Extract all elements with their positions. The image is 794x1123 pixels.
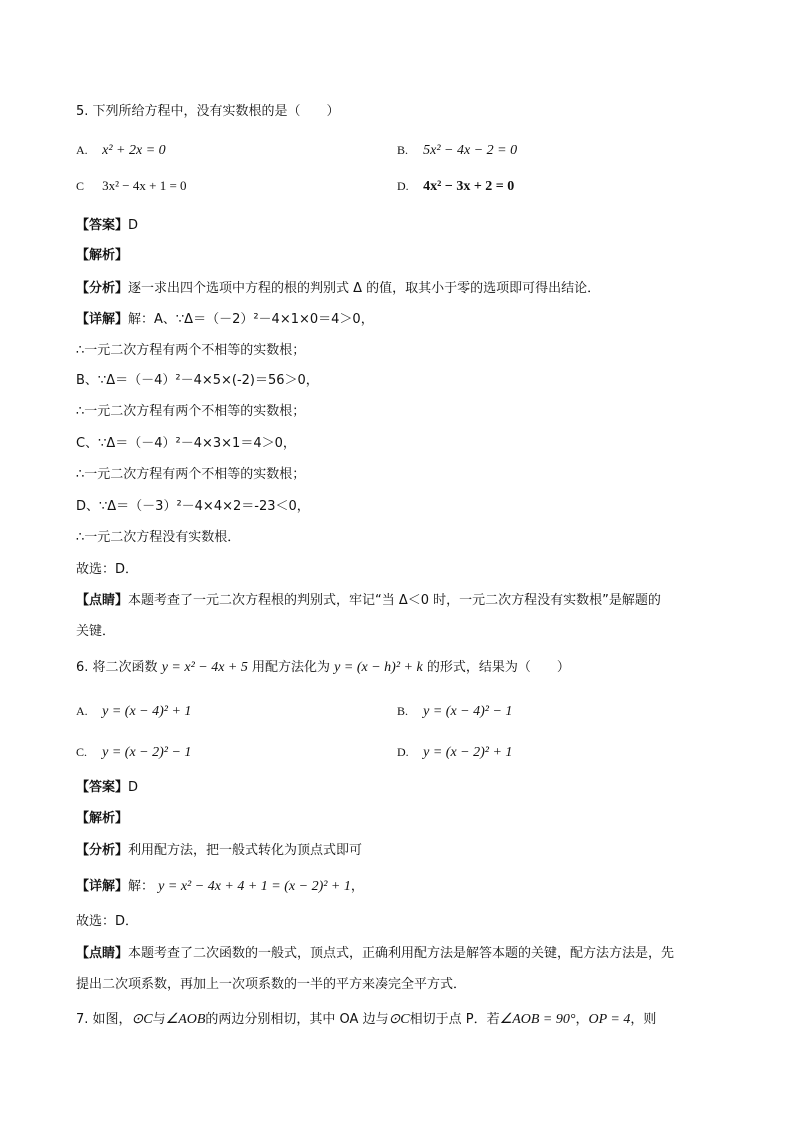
condition-angle: ∠AOB = 90°	[499, 1012, 576, 1027]
stem-expression: y = x² − 4x + 5	[161, 660, 248, 675]
q5-conclusion: 故选：D．	[76, 562, 139, 577]
angle-aob: ∠AOB	[165, 1012, 206, 1027]
option-letter: A.	[76, 704, 88, 718]
option-expr: y = (x − 4)² − 1	[423, 704, 513, 719]
q5-analysis-tag: 【解析】	[76, 248, 129, 263]
q5-detail-line-8: ∴一元二次方程没有实数根．	[76, 530, 241, 545]
answer-value: D	[128, 218, 139, 233]
answer-value: D	[128, 780, 139, 795]
q5-detail-line-1: 【详解】解：A、∵Δ＝（－2）²－4×1×0＝4＞0，	[76, 312, 374, 327]
q5-detail-line-7: D、∵Δ＝（－3）²－4×4×2＝-23＜0，	[76, 499, 310, 514]
option-letter: B.	[397, 704, 409, 718]
q5-stem: 5. 下列所给方程中，没有实数根的是（ ）	[76, 104, 340, 119]
option-letter: D.	[397, 179, 409, 193]
q5-detail-line-4: ∴一元二次方程有两个不相等的实数根；	[76, 404, 306, 419]
option-expr: 4x² − 3x + 2 = 0	[423, 179, 515, 194]
q5-detail-line-2: ∴一元二次方程有两个不相等的实数根；	[76, 343, 306, 358]
detail-expression: y = x² − 4x + 4 + 1 = (x − 2)² + 1	[158, 879, 351, 894]
dianjing-tag: 【点睛】	[76, 946, 129, 961]
q6-option-a	[76, 702, 191, 721]
q6-answer	[76, 779, 138, 797]
q6-detail: 【详解】解： y = x² − 4x + 4 + 1 = (x − 2)² + 1，	[76, 879, 364, 894]
option-letter: C	[76, 179, 85, 193]
option-letter: A.	[76, 143, 88, 157]
fenxi-text: 利用配方法，把一般式转化为顶点式即可	[128, 843, 363, 858]
detail-tag: 【详解】	[76, 312, 129, 327]
option-expr: y = (x − 2)² − 1	[102, 745, 192, 760]
circle-c-second: ⊙C	[388, 1012, 410, 1027]
option-expr: 3x² − 4x + 1 = 0	[102, 178, 187, 193]
q6-dianjing-cont: 提出二次项系数，再加上一次项系数的一半的平方来凑完全平方式．	[76, 977, 467, 992]
q6-analysis-tag: 【解析】	[76, 811, 129, 826]
q5-dianjing: 【点睛】本题考查了一元二次方程根的判别式，牢记“当 Δ＜0 时，一元二次方程没有实数根”是解题的	[76, 593, 661, 608]
option-expr: y = (x − 4)² + 1	[102, 704, 192, 719]
option-letter: C.	[76, 745, 88, 759]
q6-stem: 6. 将二次函数 y = x² − 4x + 5 用配方法化为 y = (x − h)² + k 的形式，结果为（ ）	[76, 660, 570, 675]
fenxi-tag: 【分析】	[76, 843, 129, 858]
option-letter: B.	[397, 143, 409, 157]
q5-fenxi	[76, 280, 600, 298]
answer-tag: 【答案】	[76, 780, 129, 795]
q6-option-d	[397, 743, 512, 762]
circle-c: ⊙C	[131, 1012, 153, 1027]
q5-option-d	[397, 177, 514, 196]
q5-option-c	[76, 177, 187, 196]
q5-answer	[76, 217, 138, 235]
answer-tag: 【答案】	[76, 218, 129, 233]
fenxi-tag: 【分析】	[76, 281, 129, 296]
q5-option-a	[76, 141, 166, 160]
q5-option-b	[397, 141, 517, 160]
fenxi-text: 逐一求出四个选项中方程的根的判别式 Δ 的值，取其小于零的选项即可得出结论．	[128, 281, 601, 296]
q6-option-b	[397, 702, 512, 721]
stem-target-form: y = (x − h)² + k	[334, 660, 423, 675]
dianjing-tag: 【点睛】	[76, 593, 129, 608]
option-expr: y = (x − 2)² + 1	[423, 745, 513, 760]
q6-option-c	[76, 743, 191, 762]
q5-dianjing-cont: 关键．	[76, 624, 116, 639]
q7-stem: 7. 如图，⊙C与∠AOB的两边分别相切，其中 OA 边与⊙C相切于点 P．若∠AOB = 90°，OP = 4，则	[76, 1012, 657, 1027]
option-expr: 5x² − 4x − 2 = 0	[423, 143, 518, 158]
q5-detail-line-3: B、∵Δ＝（－4）²－4×5×(-2)＝56＞0，	[76, 373, 319, 388]
option-letter: D.	[397, 745, 409, 759]
q5-detail-line-6: ∴一元二次方程有两个不相等的实数根；	[76, 467, 306, 482]
condition-op: OP = 4	[588, 1012, 631, 1027]
option-expr: x² + 2x = 0	[102, 143, 166, 158]
q5-detail-line-5: C、∵Δ＝（－4）²－4×3×1＝4＞0，	[76, 436, 296, 451]
q6-dianjing: 【点睛】本题考查了二次函数的一般式，顶点式，正确利用配方法是解答本题的关键，配方法方法是，先	[76, 946, 675, 961]
q6-fenxi	[76, 842, 362, 860]
q6-conclusion: 故选：D．	[76, 914, 139, 929]
detail-tag: 【详解】	[76, 879, 129, 894]
